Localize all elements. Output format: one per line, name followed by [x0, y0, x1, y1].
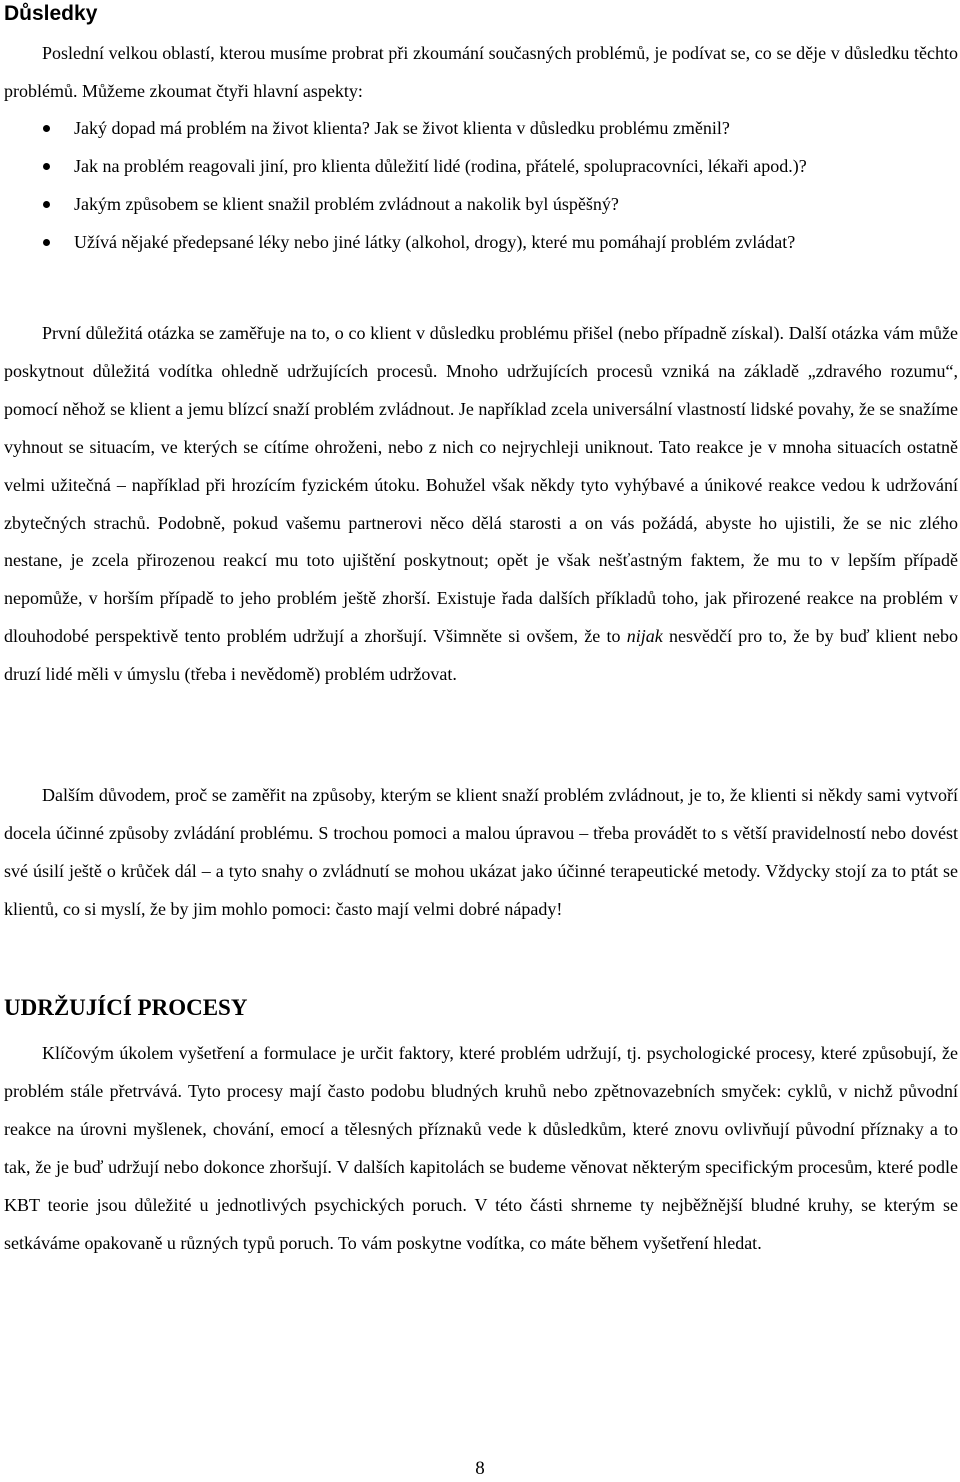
aspects-list [4, 110, 958, 262]
intro-block [4, 35, 958, 111]
body-paragraph-first [4, 315, 958, 694]
list-item: Užívá nějaké předepsané léky nebo jiné látky (alkohol, drogy), které mu pomáhají problém zvládat? [4, 224, 958, 262]
page-number: 8 [475, 1458, 485, 1479]
paragraph-block-third [4, 1035, 958, 1262]
list-item: Jaký dopad má problém na život klienta? Jak se život klienta v důsledku problému změnil? [4, 110, 958, 148]
list-item: Jakým způsobem se klient snažil problém zvládnout a nakolik byl úspěšný? [4, 186, 958, 224]
section-title: Důsledky [4, 2, 98, 25]
subsection-title: UDRŽUJÍCÍ PROCESY [4, 995, 248, 1020]
paragraph-text: První důležitá otázka se zaměřuje na to, o co klient v důsledku problému přišel (nebo případně získal). Další otázka vám může poskytnout důležitá vodítka ohledně udržujících procesů. Mnoho udržujících procesů vzniká na základě „zdravého rozumu“, pomocí něhož se klient a jemu blízcí snaží problém zvládnout. Je například zcela universální vlastností lidské povahy, že se snažíme vyhnout se situacím, ve kterých se cítíme ohroženi, nebo z nich co nejrychleji uniknout. Tato reakce je v mnoha situacích ostatně velmi užitečná – například při hrozícím fyzickém útoku. Bohužel však někdy tyto vyhýbavé a únikové reakce vedou k udržování zbytečných strachů. Podobně, pokud vašemu partnerovi něco dělá starosti a on vás požádá, abyste ho ujistili, že se nic zlého nestane, je zcela přirozenou reakcí mu toto ujištění poskytnout; opět je však nešťastným faktem, že mu to v lepším případě nepomůže, v horším případě to jeho problém ještě zhorší. Existuje řada dalších příkladů toho, jak přirozené reakce na problém v dlouhodobé perspektivě tento problém udržují a zhoršují. Všimněte si ovšem, že to [4, 323, 958, 647]
emphasis-text: nijak [626, 626, 663, 647]
body-paragraph-second: Dalším důvodem, proč se zaměřit na způsoby, kterým se klient snaží problém zvládnout, je to, že klienti si někdy sami vytvoří docela účinné způsoby zvládání problému. S trochou pomoci a malou úpravou – třeba provádět to s větší pravidelností nebo dovést své úsilí ještě o krůček dál – a tyto snahy o zvládnutí se mohou ukázat jako účinné terapeutické metody. Vždycky stojí za to ptát se klientů, co si myslí, že by jim mohlo pomoci: často mají velmi dobré nápady! [4, 785, 958, 919]
list-item: Jak na problém reagovali jiní, pro klienta důležití lidé (rodina, přátelé, spolupracovníci, lékaři apod.)? [4, 148, 958, 186]
body-paragraph-third: Klíčovým úkolem vyšetření a formulace je určit faktory, které problém udržují, tj. psychologické procesy, které způsobují, že problém stále přetrvává. Tyto procesy mají často podobu bludných kruhů nebo zpětnovazebních smyček: cyklů, v nichž původní reakce na úrovni myšlenek, chování, emocí a tělesných příznaků vede k důsledkům, které znovu ovlivňují původní příznaky a to tak, že je buď udržují nebo dokonce zhoršují. V dalších kapitolách se budeme věnovat některým specifickým procesům, které podle KBT teorie jsou důležité u jednotlivých psychických poruch. V této části shrneme ty nejběžnější bludné kruhy, se kterým se setkáváme opakovaně u různých typů poruch. To vám poskytne vodítka, co máte během vyšetření hledat. [4, 1043, 958, 1253]
paragraph-text: nesvědčí pro to, že by buď klient nebo druzí lidé měli v úmyslu (třeba i nevědomě) problém udržovat. [4, 626, 958, 685]
paragraph-block-second [4, 777, 958, 929]
paragraph-block-first [4, 315, 958, 694]
intro-paragraph: Poslední velkou oblastí, kterou musíme probrat při zkoumání současných problémů, je podívat se, co se děje v důsledku těchto problémů. Můžeme zkoumat čtyři hlavní aspekty: [4, 43, 958, 101]
